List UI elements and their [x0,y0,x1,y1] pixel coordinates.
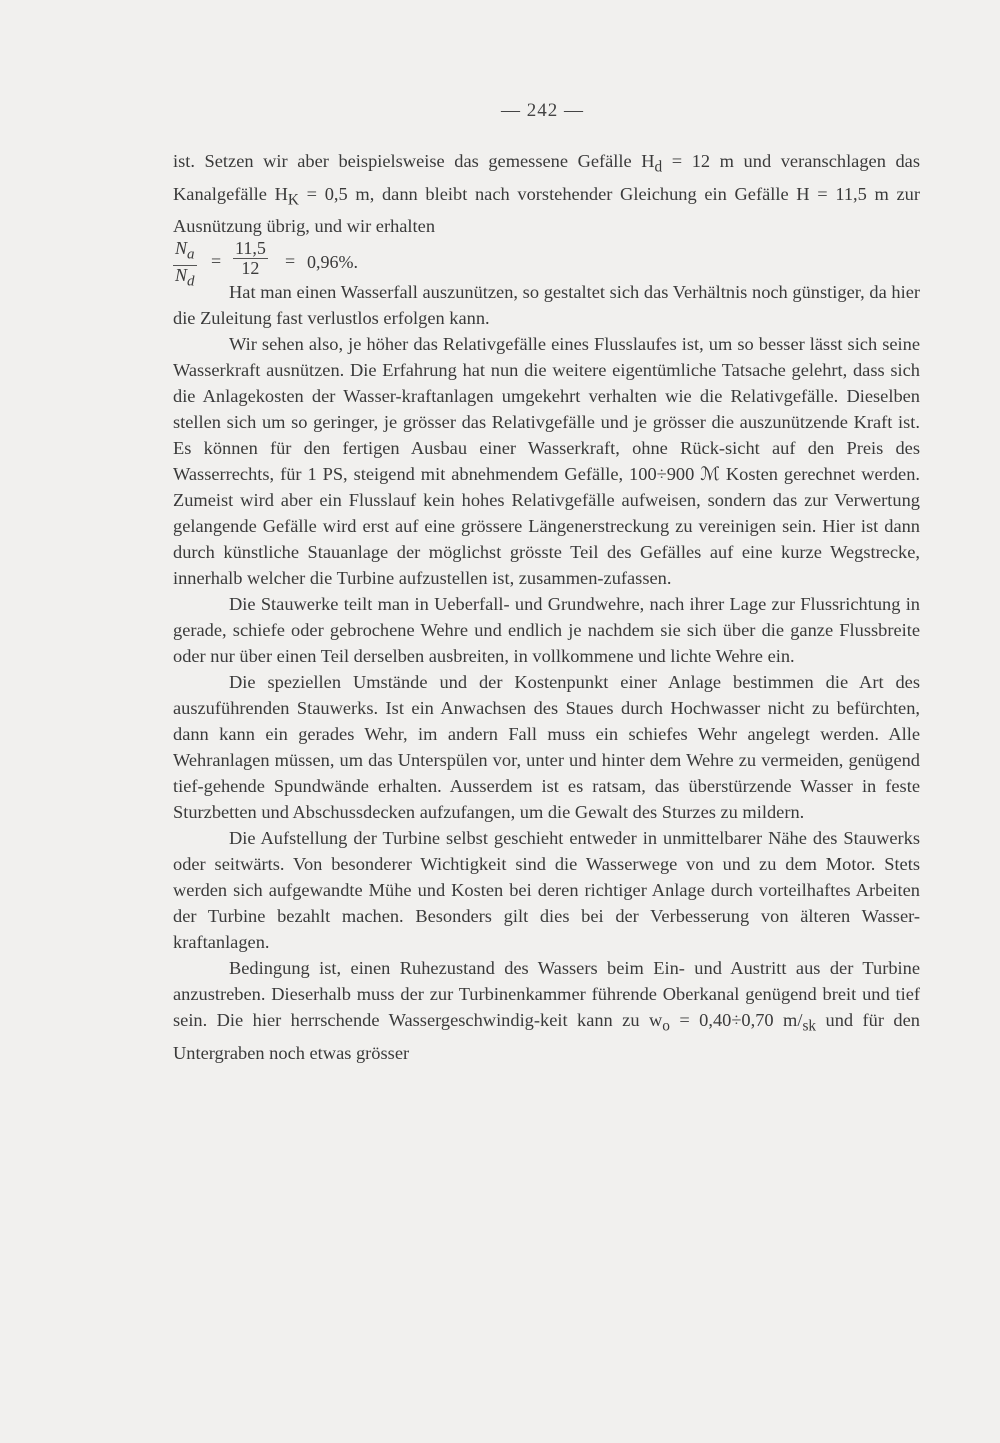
fraction-left-numerator: $N_a$ [173,239,197,266]
paragraph-1: Hat man einen Wasserfall auszunützen, so gestaltet sich das Verhältnis noch günstiger, da hier die Zuleitung fast verlustlos erfolgen kann. [173,282,920,329]
paragraph-5: Die Aufstellung der Turbine selbst geschieht entweder in unmittelbarer Nähe des Stauwerks oder seitwärts. Von besonderer Wichtigkeit sind die Wasserwege von und zu dem Motor. Stets werden sich aufgewandte Mühe und Kosten bei deren richtiger Anlage durch vorteilhaftes Arbeiten der Turbine bezahlt machen. Besonders gilt dies bei der Verbesserung von älteren Wasser-kraftanlagen. [173,828,920,953]
intro-text-3: = 0,5 m, dann bleibt nach vorstehender Gleichung ein Gefälle H = 11,5 m zur Ausnützung übrig, und wir erhalten [173,183,920,237]
fraction-right-denominator: 12 [241,258,260,279]
subscript-k: K [287,191,299,209]
equals-sign-1: = [211,251,222,272]
intro-text-2: = 12 m und veranschlagen das Kanalgefälle H [173,151,920,204]
last-text-1: Bedingung ist, einen Ruhezustand des Wassers beim Ein- und Austritt aus der Turbine anzustreben. Dieserhalb muss der zur Turbinenkammer führende Oberkanal genügend breit und tief sein. Die hier herrschende Wassergeschwindig-keit kann zu w [173,958,920,1031]
subscript-d: d [654,158,663,176]
subscript-sk: sk [802,1018,817,1036]
fraction-right [233,239,268,278]
equals-sign-2: = [285,251,296,272]
paragraph-4: Die speziellen Umstände und der Kostenpunkt einer Anlage bestimmen die Art des auszuführenden Stauwerks. Ist ein Anwachsen des Staues durch Hochwasser nicht zu befürchten, dann kann ein gerades Wehr, im andern Fall muss ein schiefes Wehr angelegt werden. Alle Wehranlagen müssen, um das Unterspülen vor, unter und hinter dem Wehre zu vermeiden, genügend tief-gehende Spundwände erhalten. Ausserdem ist es ratsam, das überstürzende Wasser in feste Sturzbetten und Abschussdecken aufzufangen, um die Gewalt des Sturzes zu mildern. [173,672,920,823]
intro-paragraph [173,148,920,239]
formula [173,238,920,290]
paragraph-2: Wir sehen also, je höher das Relativgefälle eines Flusslaufes ist, um so besser lässt sich seine Wasserkraft ausnützen. Die Erfahrung hat nun die weitere eigentümliche Tatsache gelehrt, dass sich die Anlagekosten der Wasser-kraftanlagen umgekehrt verhalten wie die Relativgefälle. Dieselben stellen sich um so geringer, je grösser das Relativgefälle und je grösser die auszunützende Kraft ist. Es können für den fertigen Ausbau einer Wasserkraft, ohne Rück-sicht auf den Preis des Wasserrechts, für 1 PS, steigend mit abnehmendem Gefälle, 100÷900 ℳ Kosten gerechnet werden. Zumeist wird aber ein Flusslauf kein hohes Relativgefälle aufweisen, sondern das zur Verwertung gelangende Gefälle wird erst auf eine grössere Längenerstreckung zu vereinigen sein. Hier ist dann durch künstliche Stauanlage der möglichst grösste Teil des Gefälles auf eine kurze Wegstrecke, innerhalb welcher die Turbine aufzustellen ist, zusammen-zufassen. [173,334,920,589]
formula-result: 0,96%. [307,252,358,273]
last-text-3: und für den Untergraben noch etwas grösser [173,1010,920,1064]
fraction-left-denominator: $N_d$ [175,264,195,290]
body-text [173,148,920,1066]
intro-text-1: ist. Setzen wir aber beispielsweise das gemessene Gefälle H [173,151,655,171]
subscript-o: o [662,1018,670,1036]
last-text-2: = 0,40÷0,70 m/ [669,1010,803,1031]
fraction-right-numerator: 11,5 [235,238,266,259]
page-number: — 242 — [501,100,584,121]
paragraph-6 [173,955,920,1066]
paragraph-3: Die Stauwerke teilt man in Ueberfall- und Grundwehre, nach ihrer Lage zur Flussrichtung in gerade, schiefe oder gebrochene Wehre und endlich je nachdem sie sich über die ganze Flussbreite oder nur über einen Teil derselben ausbreiten, in vollkommene und lichte Wehre ein. [173,594,920,667]
fraction-left [173,239,197,291]
